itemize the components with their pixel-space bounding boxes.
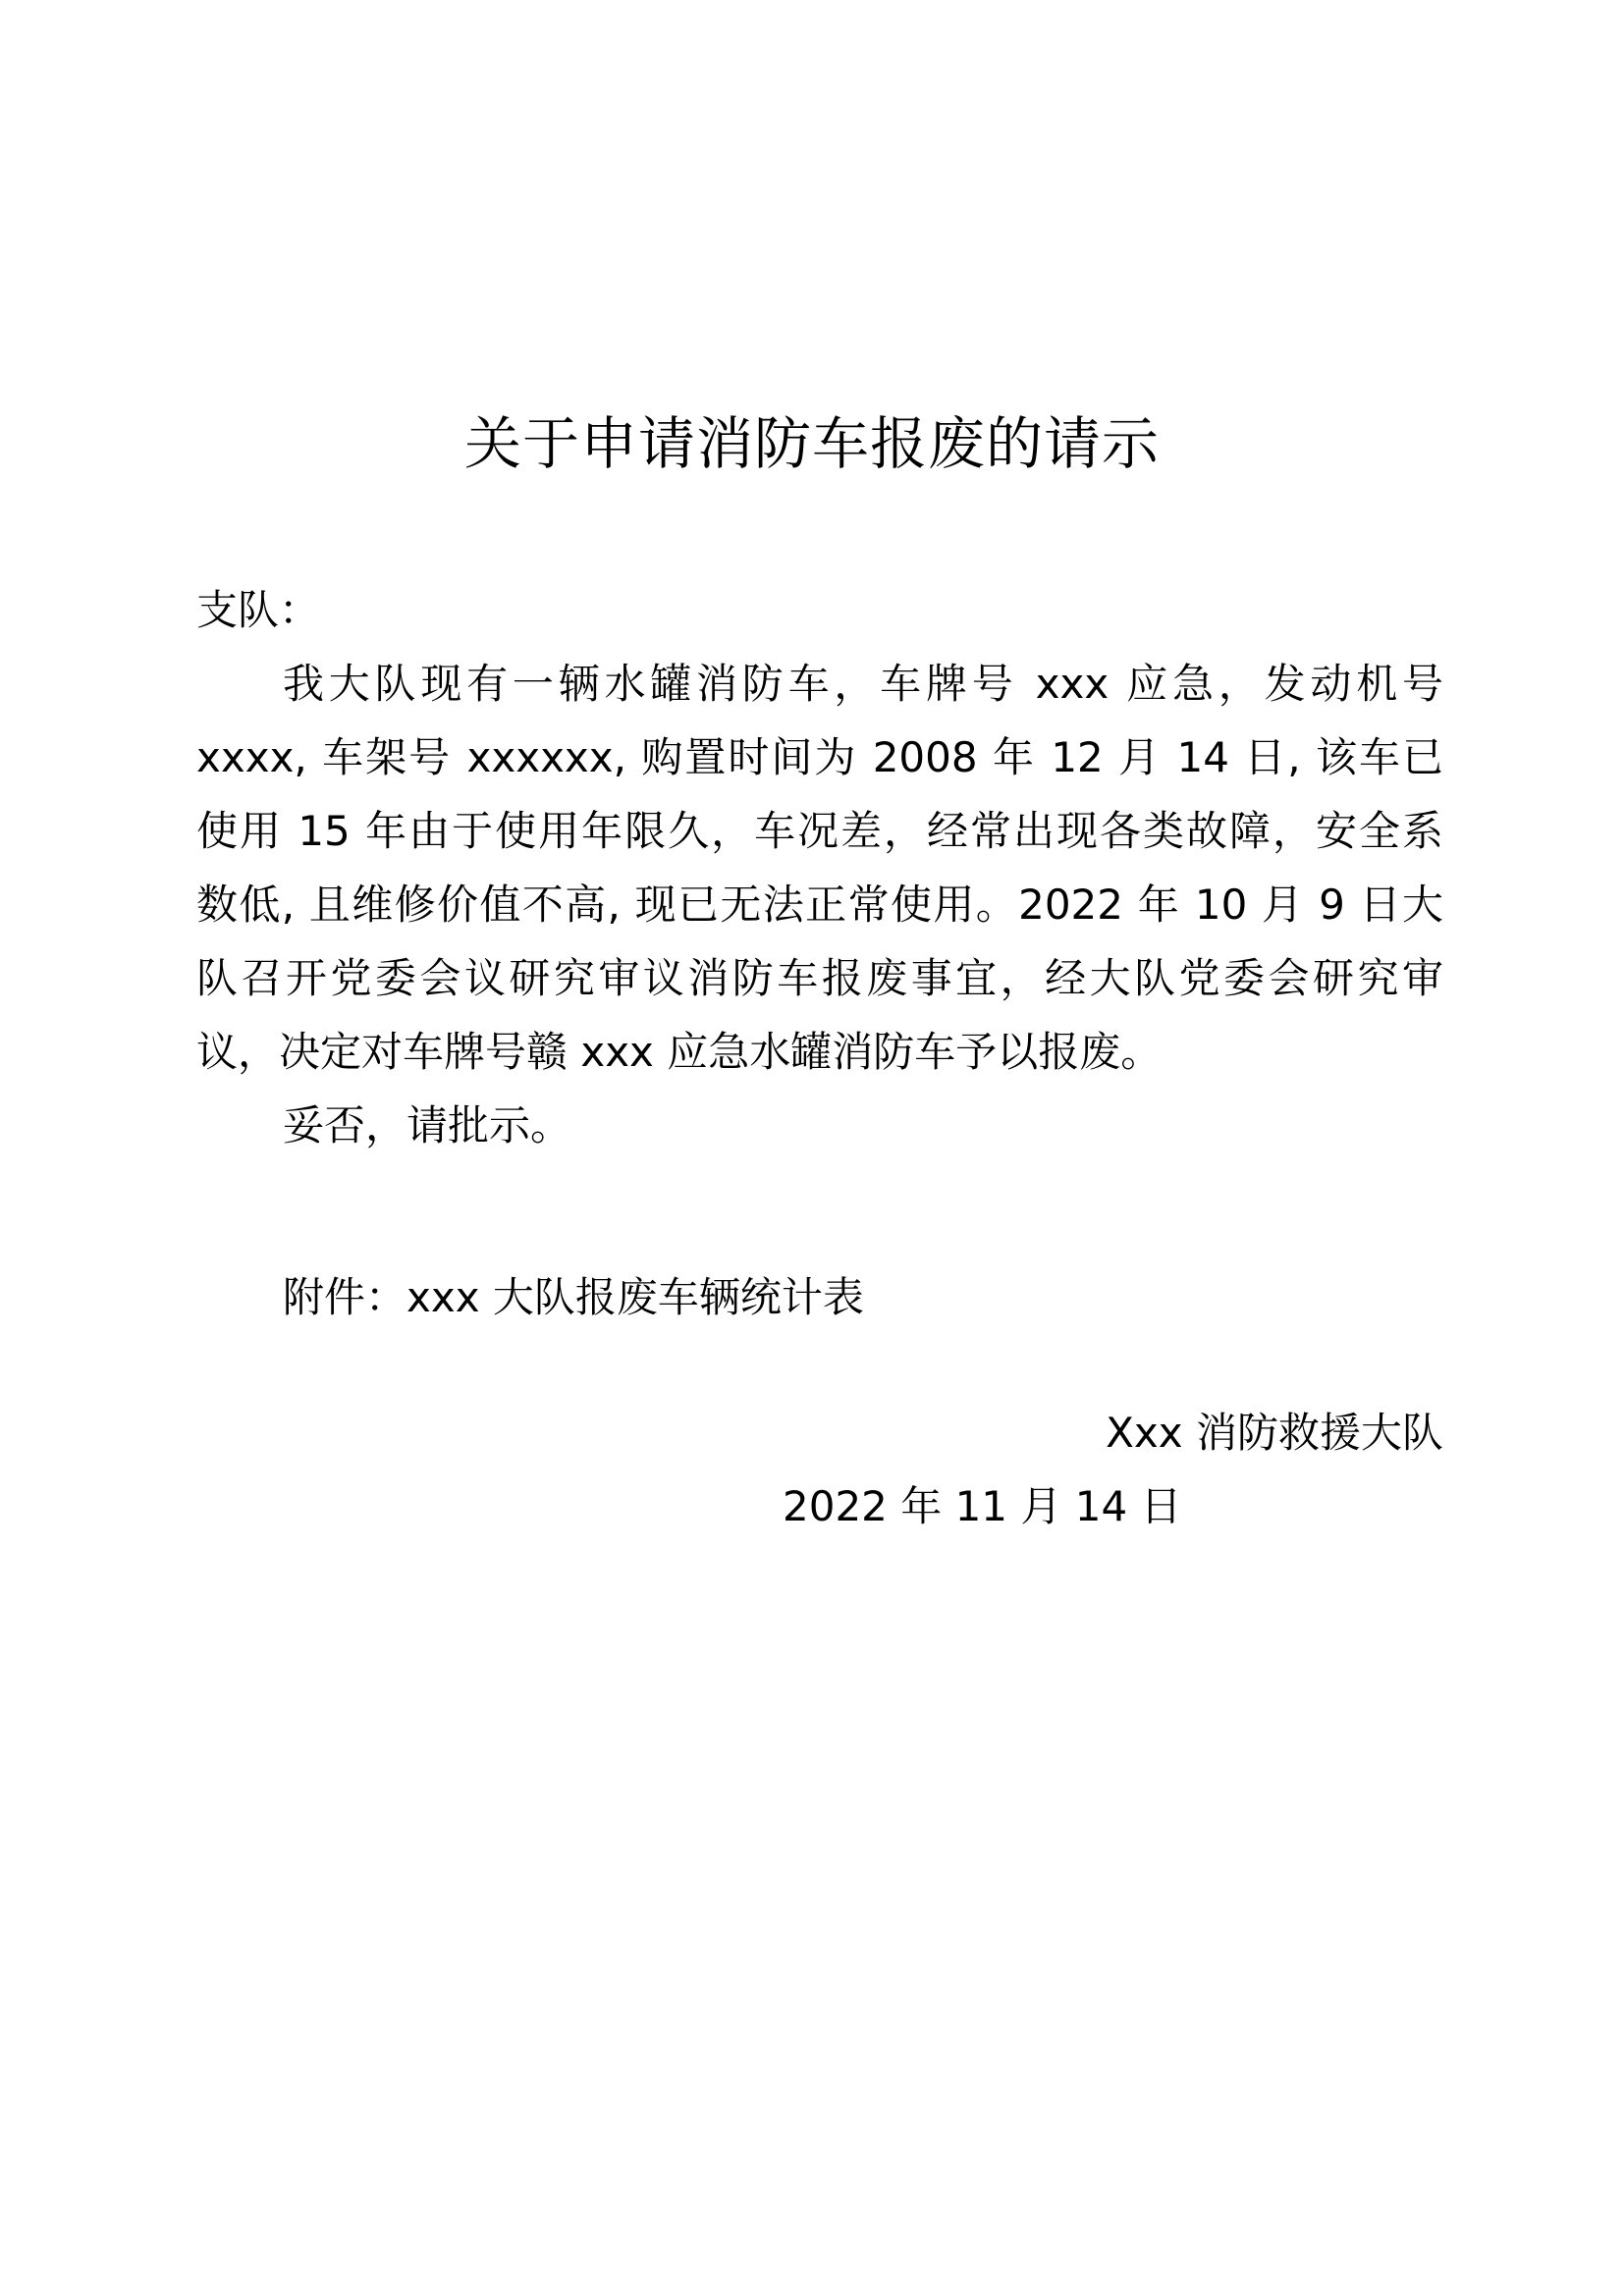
body-line: 数低, 且维修价值不高, 现已无法正常使用。2022 年 10 月 9 日大 [196, 881, 1443, 929]
closing-remark: 妥否，请批示。 [283, 1101, 572, 1149]
body-line: 议，决定对车牌号赣 xxx 应急水罐消防车予以报废。 [196, 1028, 1163, 1076]
body-line: 我大队现有一辆水罐消防车，车牌号 xxx 应急，发动机号 [283, 660, 1443, 708]
attachment-note: 附件：xxx 大队报废车辆统计表 [283, 1273, 864, 1321]
document-body [196, 573, 1443, 1162]
body-line: 使用 15 年由于使用年限久，车况差，经常出现各类故障，安全系 [196, 807, 1443, 855]
body-line: xxxx, 车架号 xxxxxx, 购置时间为 2008 年 12 月 14 日, 该车已 [196, 733, 1443, 781]
document-title: 关于申请消防车报废的请示 [463, 410, 1160, 477]
signature-date: 2022 年 11 月 14 日 [783, 1482, 1182, 1530]
signature-organization: Xxx 消防救援大队 [1106, 1409, 1443, 1457]
body-line: 队召开党委会议研究审议消防车报废事宜，经大队党委会研究审 [196, 954, 1443, 1002]
salutation: 支队： [196, 586, 321, 634]
request-paragraph [196, 647, 1443, 1089]
